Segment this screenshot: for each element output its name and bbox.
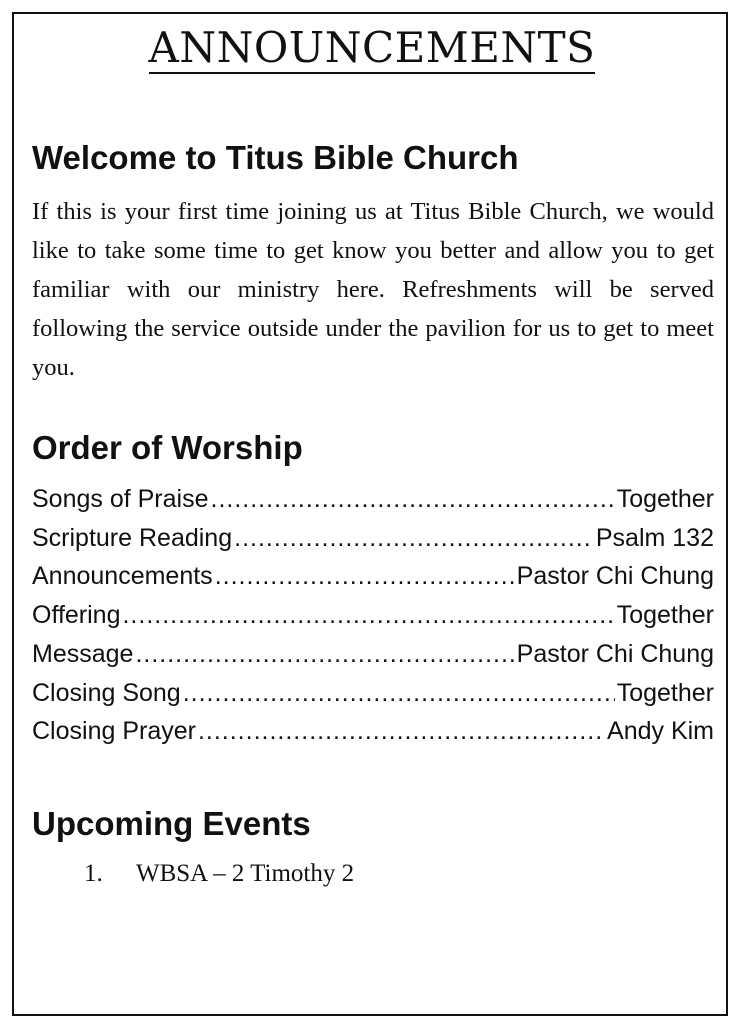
worship-row [32,557,714,596]
worship-leader: Andy Kim [607,717,714,746]
page-title-text: ANNOUNCEMENTS [148,23,596,72]
worship-leader: Together [616,678,714,707]
dot-leader [183,674,615,713]
dot-leader [211,480,615,519]
welcome-heading: Welcome to Titus Bible Church [32,139,519,176]
worship-leader: Pastor Chi Chung [516,639,714,668]
upcoming-events-list [84,856,354,892]
event-text: WBSA – 2 Timothy 2 [136,860,355,887]
worship-item: Message [32,639,134,668]
worship-row [32,519,714,558]
worship-item: Offering [32,601,121,630]
worship-leader: Psalm 132 [595,523,714,552]
event-item [84,856,354,892]
dot-leader [135,635,514,674]
dot-leader [215,557,515,596]
worship-row [32,635,714,674]
worship-row [32,712,714,751]
worship-row [32,674,714,713]
worship-leader: Pastor Chi Chung [516,562,714,591]
order-of-worship-list [32,480,714,751]
worship-item: Announcements [32,562,213,591]
worship-item: Scripture Reading [32,523,233,552]
order-of-worship-heading: Order of Worship [32,429,303,466]
dot-leader [122,596,614,635]
page-title [0,22,744,74]
dot-leader [198,712,605,751]
worship-leader: Together [616,601,714,630]
worship-row [32,596,714,635]
upcoming-events-heading: Upcoming Events [32,805,311,842]
event-number: 1. [84,860,103,887]
worship-leader: Together [616,485,714,513]
worship-row [32,480,714,519]
worship-item: Closing Prayer [32,717,196,746]
welcome-paragraph: If this is your first time joining us at Titus Bible Church, we would like to take some time to get know you better and allow you to get familiar with our ministry here. Refreshments will be served following the service outside under the pavilion for us to get to meet you. [32,198,714,381]
worship-item: Songs of Praise [32,485,209,513]
worship-item: Closing Song [32,678,181,707]
dot-leader [234,519,594,558]
